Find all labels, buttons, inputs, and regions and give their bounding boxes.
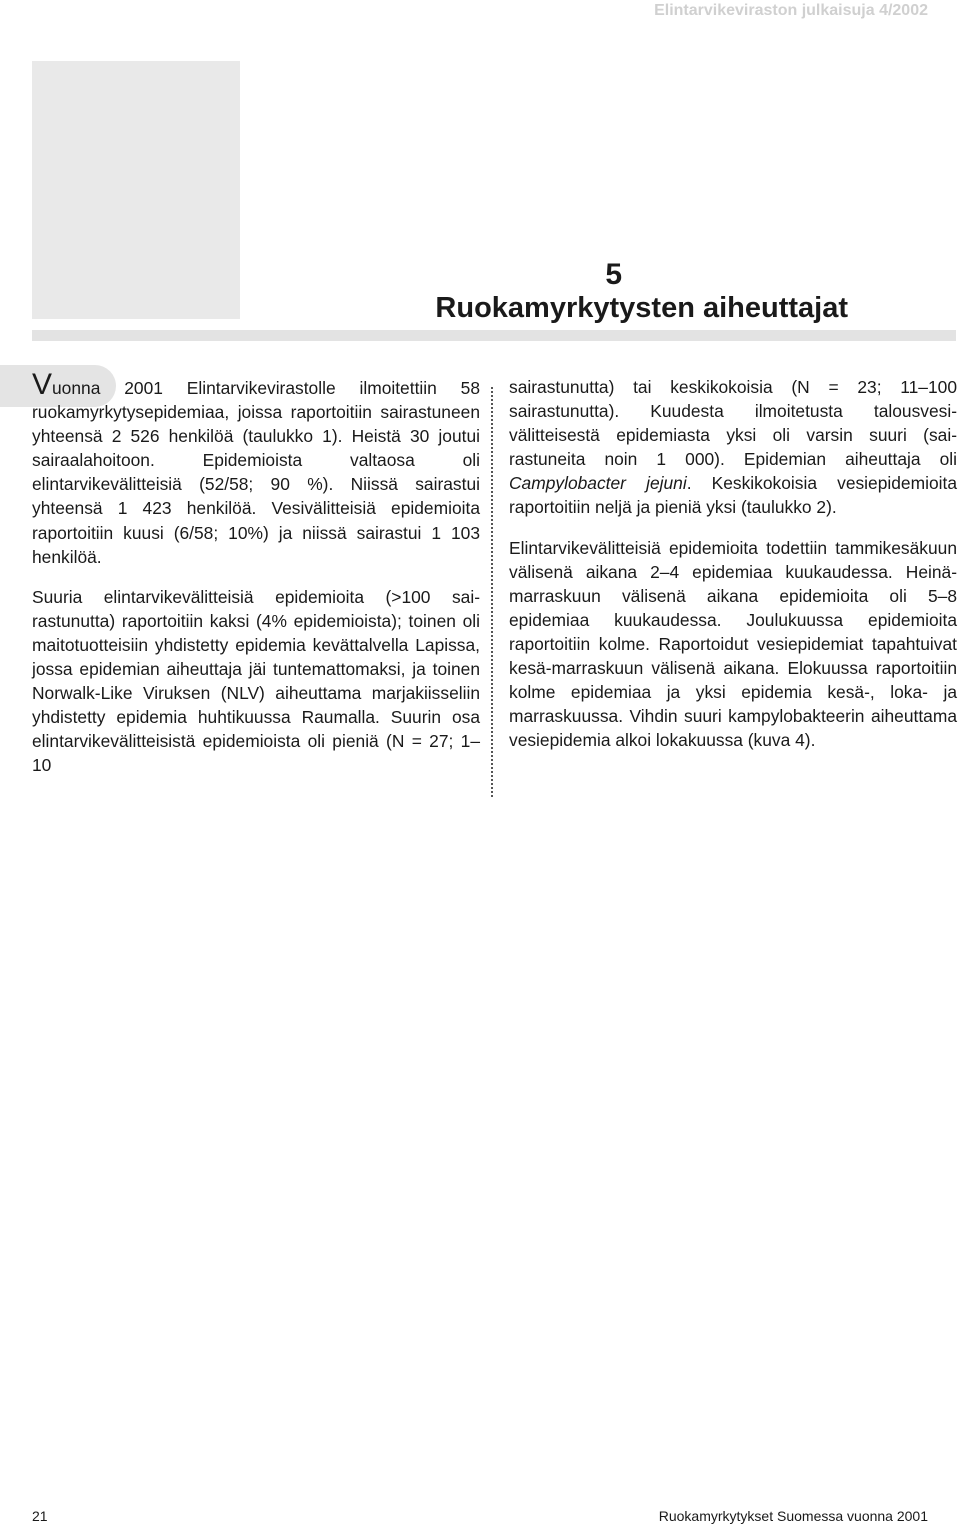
paragraph-intro-text: uonna 2001 Elintarvikevirastolle ilmoitettiin 58 ruokamyrkytysepidemiaa, joissa raportoitiin sairastuneen yhteensä 2 526 henkilöä (taulukko 1). Heistä 30 joutui sairaalahoitoon. Epidemioista valtaosa oli elintarvikevälitteisiä (52/58; 90 %). Niissä sairastui yhteensä 1 423 henkilöä. Vesivälitteisiä epidemioita raportoitiin kuusi (6/58; 10%) ja niissä sairastui 1 103 henkilöä. [32, 378, 480, 567]
pathogen-name: Campylobacter jejuni [509, 473, 687, 494]
left-column [32, 368, 480, 778]
paragraph-water-text-a: sairastunutta) tai keskikokoisia (N = 23; 11–100 sairastunutta). Kuudesta ilmoitetusta talousvesivälitteisestä epidemiasta yksi oli varsin suuri (sairastuneita noin 1 000). Epidemian aiheuttaja oli [509, 377, 957, 470]
page-number: 21 [32, 1508, 48, 1524]
paragraph-intro [32, 368, 480, 569]
title-rule [32, 330, 956, 341]
dropcap-letter: V [32, 368, 53, 401]
paragraph-water-outbreaks [509, 375, 957, 520]
chapter-number: 5 [605, 258, 622, 291]
column-divider [491, 387, 493, 797]
paragraph-large-outbreaks: Suuria elintarvikevälitteisiä epidemioita (>100 sairastunutta) raportoitiin kaksi (4% epidemioista); toinen oli maitotuotteisiin yhdistetty epidemia kevättalvella Lapissa, jossa epidemian aiheuttaja jäi tuntemattomaksi, ja toinen Norwalk-Like Viruksen (NLV) aiheuttama marjakiisseliin yhdistetty epidemia huhtikuussa Raumalla. Suurin osa elintarvikevälitteisistä epidemioista oli pieniä (N = 27; 1–10 [32, 586, 480, 776]
running-header: Elintarvikeviraston julkaisuja 4/2002 [654, 2, 928, 19]
footer-publication-title: Ruokamyrkytykset Suomessa vuonna 2001 [658, 1508, 928, 1524]
paragraph-water-text-b: . Keskikokoisia vesiepidemioita raportoitiin neljä ja pieniä yksi (taulukko 2). [509, 473, 957, 518]
chapter-title: Ruokamyrkytysten aiheuttajat [435, 292, 848, 324]
header-decorative-block [32, 61, 240, 319]
right-column [509, 375, 957, 752]
paragraph-monthly-distribution: Elintarvikevälitteisiä epidemioita todettiin tammikesäkuun välisenä aikana 2–4 epidemiaa kuukaudessa. Heinä-marraskuun välisenä aikana epidemioita oli 5–8 epidemiaa kuukaudessa. Joulukuussa epidemioita raportoitiin kolme. Raportoidut vesiepidemiat tapahtuivat kesä-marraskuun välisenä aikana. Elokuussa raportoitiin kolme epidemiaa ja yksi epidemia kesä-, loka- ja marraskuussa. Vihdin suuri kampylobakteerin aiheuttama vesiepidemia alkoi lokakuussa (kuva 4). [509, 537, 957, 751]
